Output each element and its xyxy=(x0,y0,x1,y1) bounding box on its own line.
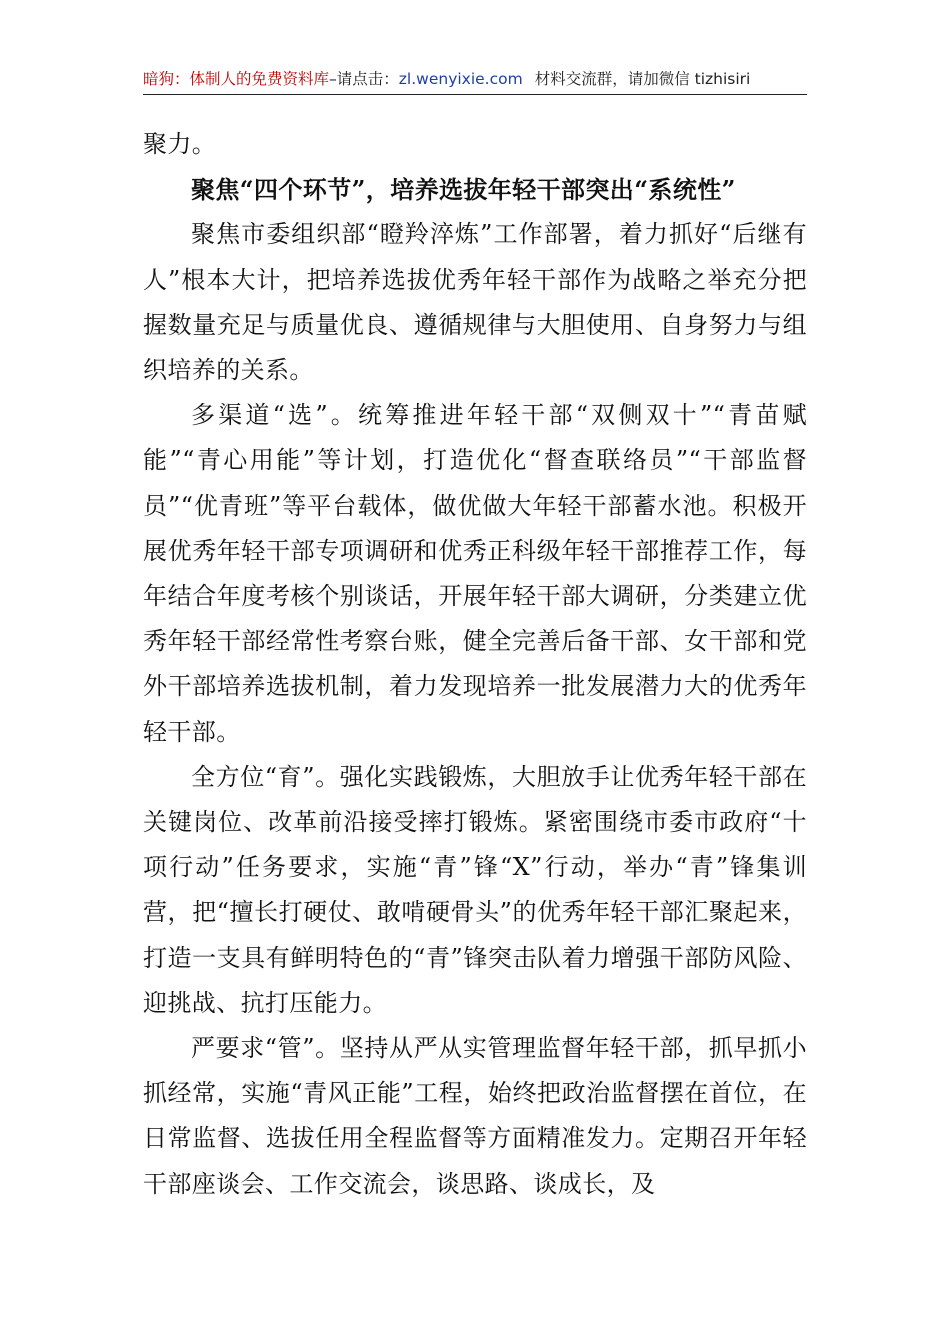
header-click-prefix: –请点击： xyxy=(329,70,399,88)
paragraph-intro: 聚焦市委组织部“瞪羚淬炼”工作部署，着力抓好“后继有人”根本大计，把培养选拔优秀年轻干部作为战略之举充分把握数量充足与质量优良、遵循规律与大胆使用、自身努力与组织培养的关系。 xyxy=(143,220,807,385)
paragraph-select: 多渠道“选”。统筹推进年轻干部“双侧双十”“青苗赋能”“青心用能”等计划，打造优化“督查联络员”“干部监督员”“优青班”等平台载体，做优做大年轻干部蓄水池。积极开展优秀年轻干部专项调研和优秀正科级年轻干部推荐工作，每年结合年度考核个别谈话，开展年轻干部大调研，分类建立优秀年轻干部经常性考察台账，健全完善后备干部、女干部和党外干部培养选拔机制，着力发现培养一批发展潜力大的优秀年轻干部。 xyxy=(143,401,807,746)
section-heading: 聚焦“四个环节”，培养选拔年轻干部突出“系统性” xyxy=(191,175,736,205)
paragraph-cultivate: 全方位“育”。强化实践锻炼，大胆放手让优秀年轻干部在关键岗位、改革前沿接受摔打锻炼。紧密围绕市委市政府“十项行动”任务要求，实施“青”锋“X”行动，举办“青”锋集训营，把“擅长打硬仗、敢啃硬骨头”的优秀年轻干部汇聚起来，打造一支具有鲜明特色的“青”锋突击队着力增强干部防风险、迎挑战、抗打压能力。 xyxy=(143,762,807,1017)
document-body xyxy=(143,122,807,1207)
lead-fragment: 聚力。 xyxy=(143,130,217,158)
header-group-info: 材料交流群，请加微信 tizhisiri xyxy=(534,70,751,88)
header-url-link[interactable]: zl.wenyixie.com xyxy=(398,70,523,88)
header-brand: 暗狗：体制人的免费资料库 xyxy=(143,70,330,88)
paragraph-manage: 严要求“管”。坚持从严从实管理监督年轻干部，抓早抓小抓经常，实施“青风正能”工程，始终把政治监督摆在首位，在日常监督、选拔任用全程监督等方面精准发力。定期召开年轻干部座谈会、工作交流会，谈思路、谈成长，及 xyxy=(143,1034,807,1198)
page-header xyxy=(143,64,807,95)
